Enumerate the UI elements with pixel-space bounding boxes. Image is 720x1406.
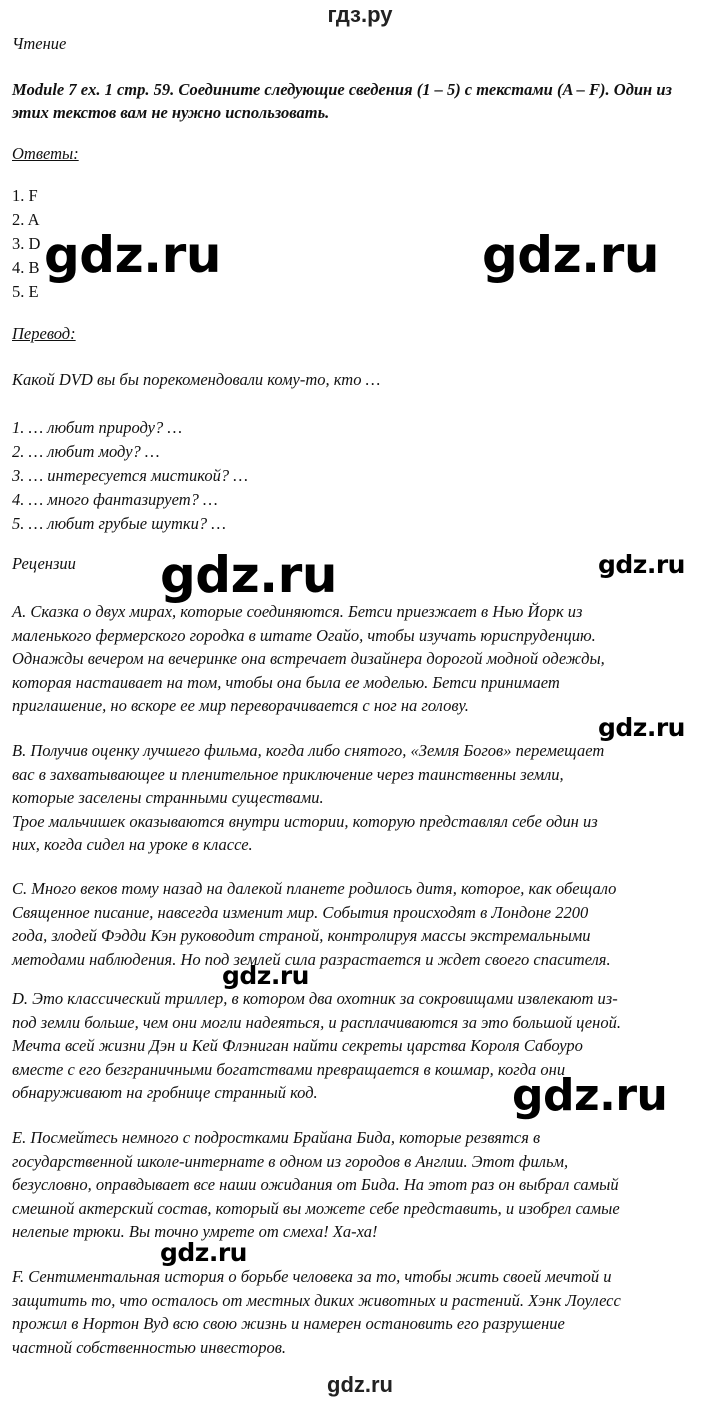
answer-item: 4. B <box>12 258 40 277</box>
answer-item: 1. F <box>12 186 38 205</box>
review-line: E. Посмейтесь немного с подростками Брайана Бида, которые резвятся в <box>12 1128 541 1147</box>
review-line: Мечта всей жизни Дэн и Кей Флэниган найти секреты царства Короля Сабоуро <box>12 1036 583 1055</box>
review-line: маленького фермерского городка в штате Огайо, чтобы изучать юриспруденцию. <box>12 625 596 645</box>
review-line: вас в захватывающее и пленительное приключение через таинственны земли, <box>12 764 564 784</box>
review-line: которые заселены странными существами. <box>12 788 324 807</box>
watermark: gdz.ru <box>598 550 685 579</box>
review-line: смешной актерский состав, который вы можете себе представить, и изобрел самые <box>12 1198 620 1218</box>
site-header[interactable]: гдз.ру <box>327 2 393 27</box>
answers-list <box>12 184 40 304</box>
translation-intro: Какой DVD вы бы порекомендовали кому-то, кто … <box>12 370 381 389</box>
review-f <box>12 1265 712 1359</box>
questions-list <box>12 416 248 536</box>
review-line: них, когда сидел на уроке в классе. <box>12 835 253 854</box>
watermark: gdz.ru <box>222 961 309 990</box>
review-line: A. Сказка о двух мирах, которые соединяются. Бетси приезжает в Нью Йорк из <box>12 602 583 621</box>
section-title: Чтение <box>12 34 67 53</box>
review-line: D. Это классический триллер, в котором два охотник за сокровищами извлекают из- <box>12 989 618 1008</box>
question-item: 5. … любит грубые шутки? … <box>12 514 226 533</box>
watermark: gdz.ru <box>482 226 659 284</box>
watermark: gdz.ru <box>44 226 221 284</box>
review-line: нелепые трюки. Вы точно умрете от смеха! Ха-ха! <box>12 1222 378 1241</box>
review-line: методами наблюдения. Но под землей сила разрастается и ждет своего спасителя. <box>12 949 611 969</box>
answer-item: 2. A <box>12 210 40 229</box>
watermark: gdz.ru <box>160 1238 247 1267</box>
translation-label: Перевод: <box>12 324 76 343</box>
review-line: приглашение, но вскоре ее мир переворачивается с ног на голову. <box>12 696 469 715</box>
answer-item: 3. D <box>12 234 41 253</box>
review-line: F. Сентиментальная история о борьбе человека за то, чтобы жить своей мечтой и <box>12 1267 612 1286</box>
review-line: под земли больше, чем они могли надеяться, и расплачиваются за это большой ценой. <box>12 1012 621 1032</box>
review-a <box>12 600 712 718</box>
review-line: B. Получив оценку лучшего фильма, когда либо снятого, «Земля Богов» перемещает <box>12 741 605 760</box>
review-line: прожил в Нортон Вуд всю свою жизнь и намерен остановить его разрушение <box>12 1314 565 1333</box>
review-line: вместе с его безграничными богатствами превращается в кошмар, когда они <box>12 1059 566 1079</box>
review-line: обнаруживают на гробнице странный код. <box>12 1083 318 1102</box>
review-c <box>12 877 712 971</box>
watermark: gdz.ru <box>598 713 685 742</box>
question-item: 2. … любит моду? … <box>12 442 160 461</box>
answer-item: 5. E <box>12 282 39 301</box>
answers-label: Ответы: <box>12 144 79 163</box>
task-instruction: Module 7 ex. 1 стр. 59. Соедините следующие сведения (1 – 5) с текстами (A – F). Один из этих текстов вам не нужно использовать. <box>12 80 672 122</box>
question-item: 4. … много фантазирует? … <box>12 490 218 509</box>
review-line: безусловно, оправдывает все наши ожидания от Бида. На этот раз он выбрал самый <box>12 1175 619 1194</box>
footer-watermark: gdz.ru <box>327 1372 393 1397</box>
review-b <box>12 739 712 857</box>
reviews-label: Рецензии <box>12 554 76 573</box>
review-line: защитить то, что осталось от местных диких животных и растений. Хэнк Лоулесс <box>12 1290 621 1310</box>
review-line: которая настаивает на том, чтобы она была ее моделью. Бетси принимает <box>12 672 560 692</box>
watermark: gdz.ru <box>512 1070 668 1121</box>
review-line: года, злодей Фэдди Кэн руководит страной, контролируя массы экстремальными <box>12 926 591 945</box>
review-line: C. Много веков тому назад на далекой планете родилось дитя, которое, как обещало <box>12 879 617 898</box>
watermark: gdz.ru <box>160 546 337 604</box>
review-line: Однажды вечером на вечеринке она встречает дизайнера дорогой модной одежды, <box>12 649 605 668</box>
review-line: Священное писание, навсегда изменит мир. События происходят в Лондоне 2200 <box>12 902 589 922</box>
review-e <box>12 1126 712 1244</box>
review-line: частной собственностью инвесторов. <box>12 1337 287 1357</box>
question-item: 1. … любит природу? … <box>12 418 183 437</box>
review-line: государственной школе-интернате в одном из городов в Англии. Этот фильм, <box>12 1151 569 1171</box>
question-item: 3. … интересуется мистикой? … <box>12 466 248 485</box>
review-line: Трое мальчишек оказываются внутри истории, которую представлял себе один из <box>12 811 598 831</box>
